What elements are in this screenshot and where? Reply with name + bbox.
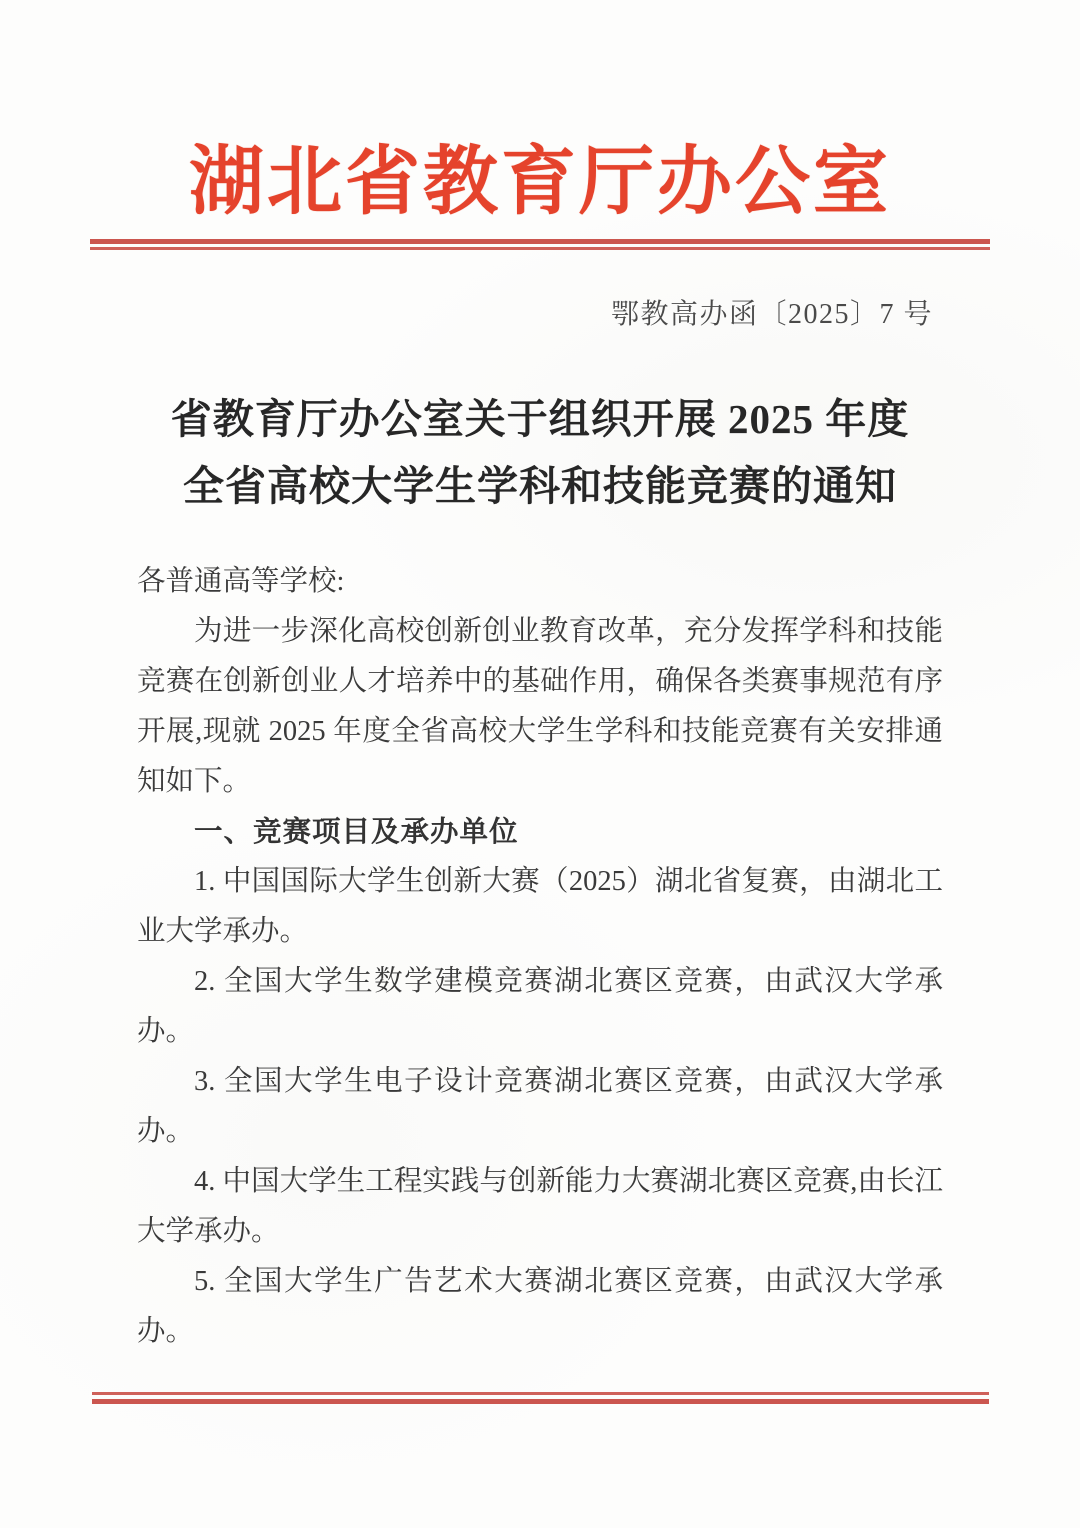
list-item: 3. 全国大学生电子设计竞赛湖北赛区竞赛，由武汉大学承办。 <box>137 1066 943 1147</box>
document-title-line2: 全省高校大学生学科和技能竞赛的通知 <box>183 463 897 509</box>
salutation: 各普通高等学校: <box>137 566 345 597</box>
list-item: 4. 中国大学生工程实践与创新能力大赛湖北赛区竞赛,由长江大学承办。 <box>137 1166 943 1247</box>
intro-paragraph: 为进一步深化高校创新创业教育改革，充分发挥学科和技能竞赛在创新创业人才培养中的基础作用，确保各类赛事规范有序开展,现就 2025 年度全省高校大学生学科和技能竞赛有关安排通知如下。 <box>137 616 943 797</box>
document-number: 鄂教高办函〔2025〕7 号 <box>610 299 933 330</box>
document-title-line1: 省教育厅办公室关于组织开展 2025 年度 <box>170 396 910 442</box>
list-item: 5. 全国大学生广告艺术大赛湖北赛区竞赛，由武汉大学承办。 <box>137 1266 943 1347</box>
document-title <box>0 386 1080 520</box>
list-item: 1. 中国国际大学生创新大赛（2025）湖北省复赛，由湖北工业大学承办。 <box>137 866 943 947</box>
letterhead-title: 湖北省教育厅办公室 <box>188 141 891 224</box>
footer-rule-thick-line <box>92 1399 989 1404</box>
document-body <box>137 557 943 1357</box>
list-item: 2. 全国大学生数学建模竞赛湖北赛区竞赛，由武汉大学承办。 <box>137 966 943 1047</box>
header-rule-thin-line <box>90 247 990 250</box>
header-double-rule <box>90 239 990 250</box>
footer-double-rule <box>92 1392 989 1404</box>
section-heading: 一、竞赛项目及承办单位 <box>194 816 519 848</box>
